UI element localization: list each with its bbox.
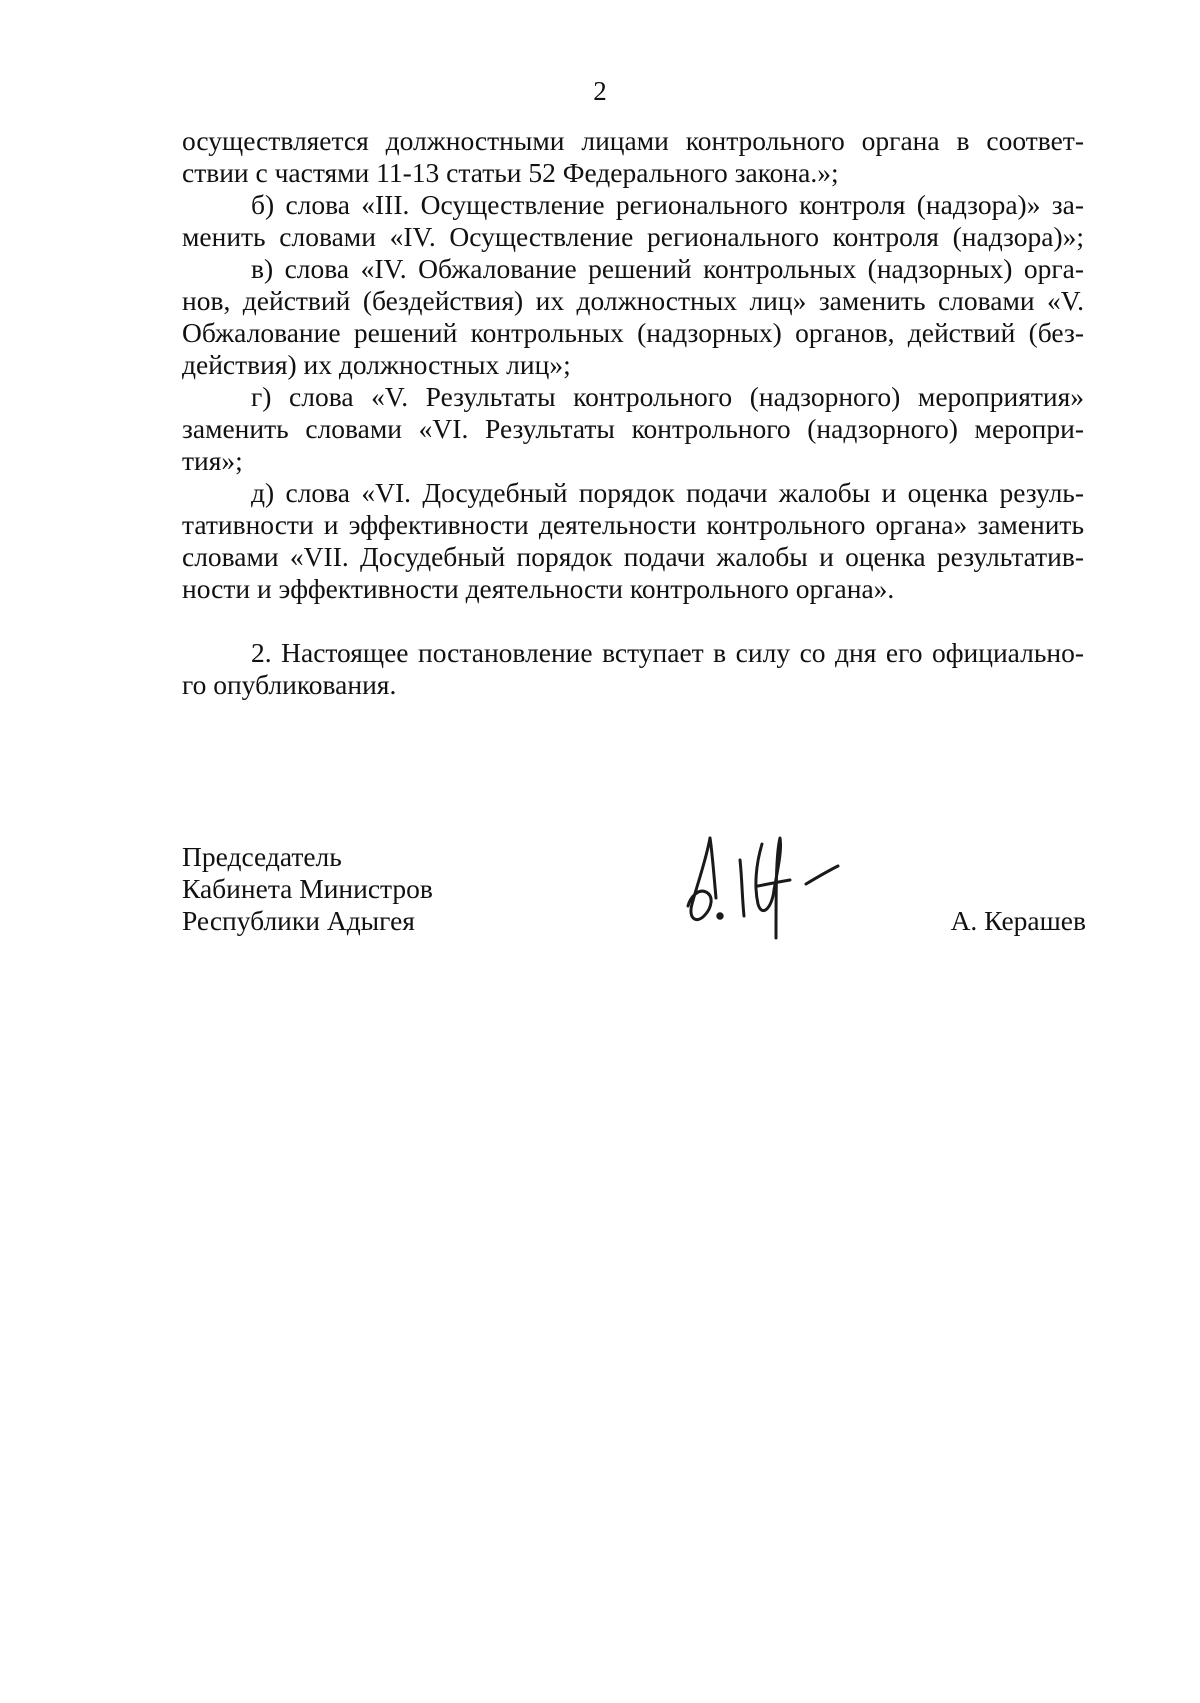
text-line: г) слова «V. Результаты контрольного (надзорного) мероприятия» [251,381,1084,412]
text-line: ствии с частями 11-13 статьи 52 Федерального закона.»; [182,157,839,188]
text-line: 2. Настоящее постановление вступает в силу со дня его официально- [251,637,1084,668]
text-line: действия) их должностных лиц»; [182,349,571,380]
signatory-name: А. Керашев [950,905,1086,936]
signatory-title-line: Республики Адыгея [182,905,415,936]
text-line: осуществляется должностными лицами контрольного органа в соответ- [182,125,1084,156]
handwritten-signature [676,820,856,960]
text-line: го опубликования. [182,669,397,700]
page-number: 2 [593,76,607,106]
text-line: нов, действий (бездействия) их должностных лиц» заменить словами «V. [182,285,1084,316]
text-line: ности и эффективности деятельности контрольного органа». [182,573,895,604]
text-line: тия»; [182,445,243,476]
text-line: б) слова «III. Осуществление регионального контроля (надзора)» за- [251,189,1084,220]
text-line: тативности и эффективности деятельности контрольного органа» заменить [182,509,1084,540]
signatory-title [182,841,433,937]
text-line: Обжалование решений контрольных (надзорных) органов, действий (без- [182,317,1084,348]
text-line: заменить словами «VI. Результаты контрольного (надзорного) меропри- [182,413,1084,444]
text-line: словами «VII. Досудебный порядок подачи жалобы и оценка результатив- [182,541,1084,572]
text-line: в) слова «IV. Обжалование решений контрольных (надзорных) орга- [251,253,1084,284]
text-line: менить словами «IV. Осуществление регионального контроля (надзора)»; [182,221,1084,252]
text-line: д) слова «VI. Досудебный порядок подачи жалобы и оценка резуль- [251,477,1084,508]
signatory-title-line: Кабинета Министров [182,873,433,904]
signatory-title-line: Председатель [182,841,342,872]
